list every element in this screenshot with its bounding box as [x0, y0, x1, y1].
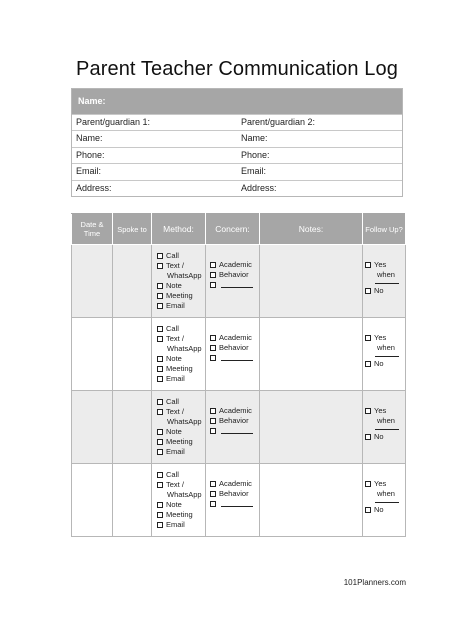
method-option-label: Meeting: [166, 363, 193, 373]
date-time-cell[interactable]: [72, 464, 113, 537]
header-notes: Notes:: [260, 214, 363, 245]
checkbox-icon[interactable]: [157, 449, 163, 455]
method-option-label: WhatsApp: [167, 343, 202, 353]
checkbox-icon[interactable]: [157, 336, 163, 342]
info-label: Phone:: [241, 149, 270, 160]
info-header: Name:: [72, 89, 402, 114]
concern-option-label: Behavior: [219, 489, 249, 498]
notes-cell[interactable]: [260, 391, 363, 464]
info-row: [72, 130, 402, 146]
follow-when-blank[interactable]: [375, 280, 399, 284]
brand-footer: 101Planners.com: [343, 578, 406, 587]
info-label: Parent/guardian 2:: [241, 117, 316, 127]
checkbox-icon[interactable]: [210, 355, 216, 361]
header-method: Method:: [152, 214, 206, 245]
concern-cell: [206, 318, 260, 391]
concern-cell: [206, 391, 260, 464]
follow-when-label: when: [377, 343, 395, 352]
checkbox-icon[interactable]: [157, 356, 163, 362]
follow-when-label: when: [377, 270, 395, 279]
concern-option-label: Academic: [219, 333, 252, 342]
checkbox-icon[interactable]: [210, 481, 216, 487]
follow-up-cell: [363, 391, 406, 464]
date-time-cell[interactable]: [72, 318, 113, 391]
method-option-label: WhatsApp: [167, 489, 202, 499]
checkbox-icon[interactable]: [157, 399, 163, 405]
follow-when-blank[interactable]: [375, 426, 399, 430]
info-row: [72, 114, 402, 130]
checkbox-icon[interactable]: [157, 439, 163, 445]
notes-cell[interactable]: [260, 245, 363, 318]
concern-option-label: Behavior: [219, 270, 249, 279]
info-label: Address:: [76, 182, 112, 193]
follow-when-label: when: [377, 416, 395, 425]
log-row: [72, 391, 406, 464]
concern-option-label: Academic: [219, 479, 252, 488]
concern-option-label: Behavior: [219, 416, 249, 425]
checkbox-icon[interactable]: [157, 472, 163, 478]
method-cell: [152, 391, 206, 464]
method-option-label: Text /: [166, 406, 184, 416]
checkbox-icon[interactable]: [157, 366, 163, 372]
method-option-label: Call: [166, 324, 179, 333]
method-option-label: Call: [166, 397, 179, 406]
method-option-label: Meeting: [166, 290, 193, 300]
info-label: Name:: [241, 133, 268, 144]
checkbox-icon[interactable]: [157, 409, 163, 415]
method-option-label: Email: [166, 446, 185, 456]
spoke-to-cell[interactable]: [113, 318, 152, 391]
method-option-label: WhatsApp: [167, 270, 202, 280]
method-cell: [152, 318, 206, 391]
log-row: [72, 245, 406, 318]
checkbox-icon[interactable]: [365, 335, 371, 341]
follow-yes-label: Yes: [374, 333, 387, 342]
notes-cell[interactable]: [260, 318, 363, 391]
follow-no-label: No: [374, 359, 384, 368]
checkbox-icon[interactable]: [157, 263, 163, 269]
follow-yes-label: Yes: [374, 406, 387, 415]
checkbox-icon[interactable]: [157, 376, 163, 382]
follow-up-cell: [363, 464, 406, 537]
other-concern-blank[interactable]: [221, 354, 253, 361]
spoke-to-cell[interactable]: [113, 464, 152, 537]
info-label: Email:: [76, 166, 102, 177]
follow-up-cell: [363, 318, 406, 391]
checkbox-icon[interactable]: [210, 408, 216, 414]
method-option-label: Email: [166, 519, 185, 529]
header-spoke-to: Spoke to: [113, 214, 152, 245]
checkbox-icon[interactable]: [210, 335, 216, 341]
info-label: Parent/guardian 1:: [76, 117, 151, 127]
method-option-label: Email: [166, 373, 185, 383]
concern-option-label: Academic: [219, 260, 252, 269]
follow-no-label: No: [374, 432, 384, 441]
info-table: [71, 88, 403, 197]
checkbox-icon[interactable]: [210, 262, 216, 268]
method-option-label: Email: [166, 300, 185, 310]
checkbox-icon[interactable]: [157, 429, 163, 435]
checkbox-icon[interactable]: [365, 507, 371, 513]
method-option-label: Text /: [166, 260, 184, 270]
checkbox-icon[interactable]: [365, 408, 371, 414]
other-concern-blank[interactable]: [221, 427, 253, 434]
page-title: Parent Teacher Communication Log: [76, 58, 398, 80]
checkbox-icon[interactable]: [210, 345, 216, 351]
checkbox-icon[interactable]: [365, 481, 371, 487]
date-time-cell[interactable]: [72, 245, 113, 318]
spoke-to-cell[interactable]: [113, 391, 152, 464]
method-option-label: Text /: [166, 479, 184, 489]
checkbox-icon[interactable]: [157, 512, 163, 518]
checkbox-icon[interactable]: [157, 522, 163, 528]
info-row: [72, 180, 402, 196]
follow-up-cell: [363, 245, 406, 318]
follow-yes-label: Yes: [374, 479, 387, 488]
follow-when-blank[interactable]: [375, 353, 399, 357]
follow-no-label: No: [374, 505, 384, 514]
log-header-row: [72, 214, 406, 245]
info-row: [72, 163, 402, 179]
checkbox-icon[interactable]: [157, 253, 163, 259]
info-label: Address:: [241, 182, 277, 193]
checkbox-icon[interactable]: [210, 272, 216, 278]
checkbox-icon[interactable]: [210, 282, 216, 288]
other-concern-blank[interactable]: [221, 500, 253, 507]
log-row: [72, 318, 406, 391]
info-label: Email:: [241, 166, 267, 177]
other-concern-blank[interactable]: [221, 281, 253, 288]
method-cell: [152, 464, 206, 537]
checkbox-icon[interactable]: [365, 288, 371, 294]
info-row: [72, 147, 402, 163]
info-label: Phone:: [76, 149, 105, 160]
method-option-label: Text /: [166, 333, 184, 343]
method-cell: [152, 245, 206, 318]
checkbox-icon[interactable]: [365, 262, 371, 268]
communication-log-table: [71, 213, 406, 537]
checkbox-icon[interactable]: [157, 283, 163, 289]
log-row: [72, 464, 406, 537]
method-option-label: Note: [166, 426, 182, 436]
method-option-label: Meeting: [166, 436, 193, 446]
method-option-label: Note: [166, 499, 182, 509]
concern-cell: [206, 464, 260, 537]
method-option-label: Meeting: [166, 509, 193, 519]
header-concern: Concern:: [206, 214, 260, 245]
concern-option-label: Behavior: [219, 343, 249, 352]
header-date-time: Date & Time: [72, 214, 113, 245]
method-option-label: Note: [166, 280, 182, 290]
checkbox-icon[interactable]: [210, 501, 216, 507]
checkbox-icon[interactable]: [210, 428, 216, 434]
notes-cell[interactable]: [260, 464, 363, 537]
date-time-cell[interactable]: [72, 391, 113, 464]
method-option-label: WhatsApp: [167, 416, 202, 426]
checkbox-icon[interactable]: [210, 491, 216, 497]
checkbox-icon[interactable]: [157, 326, 163, 332]
checkbox-icon[interactable]: [157, 502, 163, 508]
method-option-label: Note: [166, 353, 182, 363]
method-option-label: Call: [166, 251, 179, 260]
checkbox-icon[interactable]: [157, 482, 163, 488]
follow-no-label: No: [374, 286, 384, 295]
checkbox-icon[interactable]: [365, 434, 371, 440]
spoke-to-cell[interactable]: [113, 245, 152, 318]
checkbox-icon[interactable]: [157, 303, 163, 309]
checkbox-icon[interactable]: [157, 293, 163, 299]
info-label: Name:: [76, 133, 103, 144]
checkbox-icon[interactable]: [210, 418, 216, 424]
concern-option-label: Academic: [219, 406, 252, 415]
header-follow-up: Follow Up?: [363, 214, 406, 245]
concern-cell: [206, 245, 260, 318]
method-option-label: Call: [166, 470, 179, 479]
follow-yes-label: Yes: [374, 260, 387, 269]
checkbox-icon[interactable]: [365, 361, 371, 367]
follow-when-label: when: [377, 489, 395, 498]
follow-when-blank[interactable]: [375, 499, 399, 503]
